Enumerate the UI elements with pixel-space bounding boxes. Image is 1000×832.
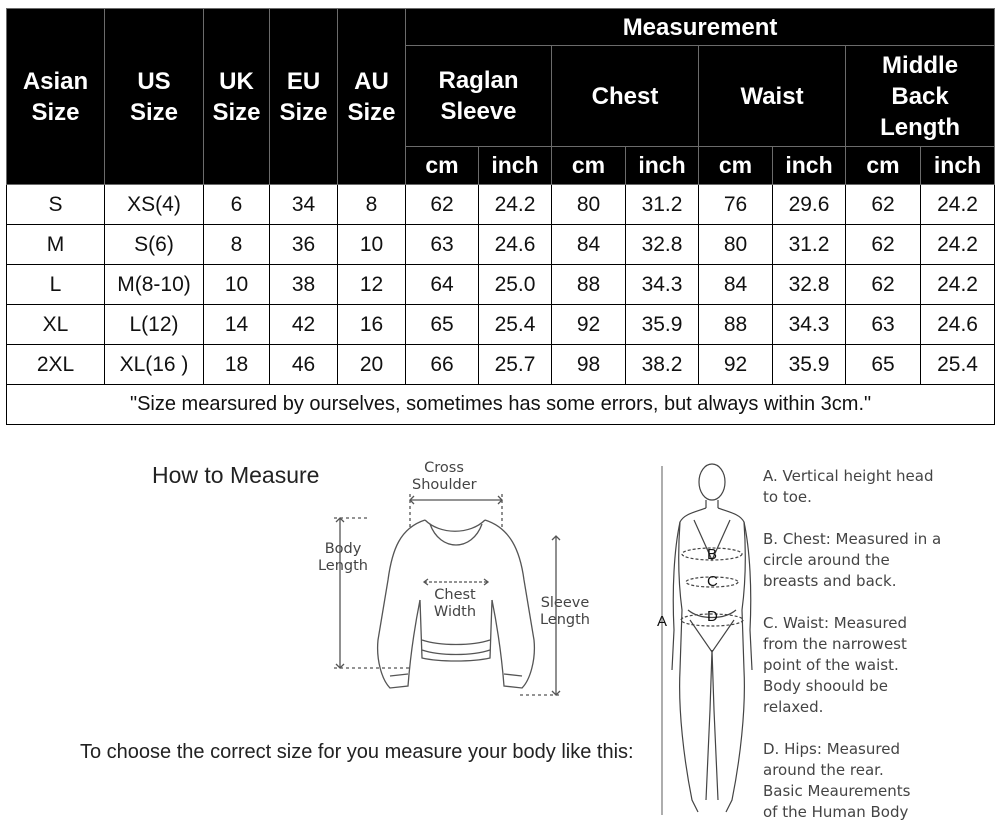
table-cell: 24.2 [921, 225, 995, 265]
size-table-body [7, 185, 995, 425]
table-cell: 31.2 [773, 225, 846, 265]
table-cell: 24.6 [921, 305, 995, 345]
table-cell: 63 [846, 305, 921, 345]
table-cell: L(12) [105, 305, 204, 345]
unit-cell: inch [773, 147, 846, 185]
table-row [7, 185, 995, 225]
header-raglan-sleeve: Raglan Sleeve [406, 46, 552, 147]
table-cell: 36 [270, 225, 338, 265]
table-cell: 24.2 [479, 185, 552, 225]
header-chest: Chest [552, 46, 699, 147]
table-cell: 62 [406, 185, 479, 225]
table-cell: 12 [338, 265, 406, 305]
body-letter-b: B [707, 546, 718, 563]
table-cell: 34 [270, 185, 338, 225]
legend-item-a: A. Vertical height head to toe. [763, 467, 934, 506]
table-cell: M(8-10) [105, 265, 204, 305]
unit-cell: cm [846, 147, 921, 185]
table-cell: S [7, 185, 105, 225]
measurement-note: "Size mearsured by ourselves, sometimes has some errors, but always within 3cm." [7, 385, 995, 425]
table-cell: 76 [699, 185, 773, 225]
table-cell: 24.6 [479, 225, 552, 265]
table-cell: XL(16 ) [105, 345, 204, 385]
table-cell: 32.8 [626, 225, 699, 265]
table-cell: XS(4) [105, 185, 204, 225]
legend-item-b: B. Chest: Measured in a circle around the breasts and back. [763, 530, 942, 590]
table-cell: 34.3 [626, 265, 699, 305]
table-cell: 65 [406, 305, 479, 345]
table-cell: S(6) [105, 225, 204, 265]
table-cell: 29.6 [773, 185, 846, 225]
unit-cell: cm [699, 147, 773, 185]
body-letter-a: A [657, 613, 668, 630]
header-waist: Waist [699, 46, 846, 147]
table-cell: 88 [552, 265, 626, 305]
table-row [7, 225, 995, 265]
table-cell: 8 [204, 225, 270, 265]
table-cell: L [7, 265, 105, 305]
table-cell: 62 [846, 225, 921, 265]
table-cell: XL [7, 305, 105, 345]
table-cell: 84 [552, 225, 626, 265]
table-cell: 92 [552, 305, 626, 345]
unit-cell: inch [626, 147, 699, 185]
header-au-size: AU Size [338, 9, 406, 185]
header-asian-size: Asian Size [7, 9, 105, 185]
legend-item-d: D. Hips: Measured around the rear. Basic Meaurements of the Human Body [763, 740, 911, 821]
table-cell: 24.2 [921, 265, 995, 305]
table-cell: 38 [270, 265, 338, 305]
table-cell: 32.8 [773, 265, 846, 305]
table-note-row [7, 385, 995, 425]
how-to-measure-title: How to Measure [152, 462, 320, 488]
table-cell: 62 [846, 265, 921, 305]
body-letter-c: C [707, 573, 718, 590]
table-cell: 8 [338, 185, 406, 225]
sweater-diagram [330, 490, 590, 705]
table-cell: 25.4 [479, 305, 552, 345]
table-cell: 25.0 [479, 265, 552, 305]
table-cell: 20 [338, 345, 406, 385]
table-cell: 14 [204, 305, 270, 345]
header-middle-back-length: Middle Back Length [846, 46, 995, 147]
table-cell: 6 [204, 185, 270, 225]
unit-cell: cm [552, 147, 626, 185]
measure-instruction-text: To choose the correct size for you measure your body like this: [80, 741, 634, 763]
table-cell: 35.9 [626, 305, 699, 345]
table-cell: 62 [846, 185, 921, 225]
table-cell: 65 [846, 345, 921, 385]
header-row-top [7, 9, 995, 46]
table-cell: 42 [270, 305, 338, 345]
table-cell: 16 [338, 305, 406, 345]
table-cell: 63 [406, 225, 479, 265]
header-us-size: US Size [105, 9, 204, 185]
table-row [7, 305, 995, 345]
table-cell: 66 [406, 345, 479, 385]
table-cell: 35.9 [773, 345, 846, 385]
cross-shoulder-label: Cross Shoulder [412, 460, 477, 493]
header-measurement: Measurement [406, 9, 995, 46]
table-row [7, 265, 995, 305]
table-cell: 98 [552, 345, 626, 385]
body-length-label: Body Length [317, 541, 368, 574]
table-cell: 34.3 [773, 305, 846, 345]
table-cell: 80 [552, 185, 626, 225]
table-cell: 18 [204, 345, 270, 385]
unit-cell: cm [406, 147, 479, 185]
table-cell: 84 [699, 265, 773, 305]
table-cell: 46 [270, 345, 338, 385]
unit-cell: inch [479, 147, 552, 185]
table-cell: 10 [204, 265, 270, 305]
sleeve-length-label: Sleeve Length [539, 595, 590, 628]
chest-width-label: Chest Width [433, 587, 477, 620]
table-cell: 24.2 [921, 185, 995, 225]
size-chart-table [6, 8, 995, 425]
table-cell: 64 [406, 265, 479, 305]
header-uk-size: UK Size [204, 9, 270, 185]
body-figure-diagram [660, 460, 770, 825]
table-cell: 2XL [7, 345, 105, 385]
table-cell: 31.2 [626, 185, 699, 225]
table-row [7, 345, 995, 385]
table-cell: 25.7 [479, 345, 552, 385]
table-cell: M [7, 225, 105, 265]
table-cell: 38.2 [626, 345, 699, 385]
table-cell: 92 [699, 345, 773, 385]
table-cell: 10 [338, 225, 406, 265]
table-cell: 80 [699, 225, 773, 265]
header-eu-size: EU Size [270, 9, 338, 185]
legend-item-c: C. Waist: Measured from the narrowest point of the waist. Body shoould be relaxed. [763, 614, 908, 716]
body-letter-d: D [707, 608, 718, 625]
table-cell: 25.4 [921, 345, 995, 385]
unit-cell: inch [921, 147, 995, 185]
table-cell: 88 [699, 305, 773, 345]
